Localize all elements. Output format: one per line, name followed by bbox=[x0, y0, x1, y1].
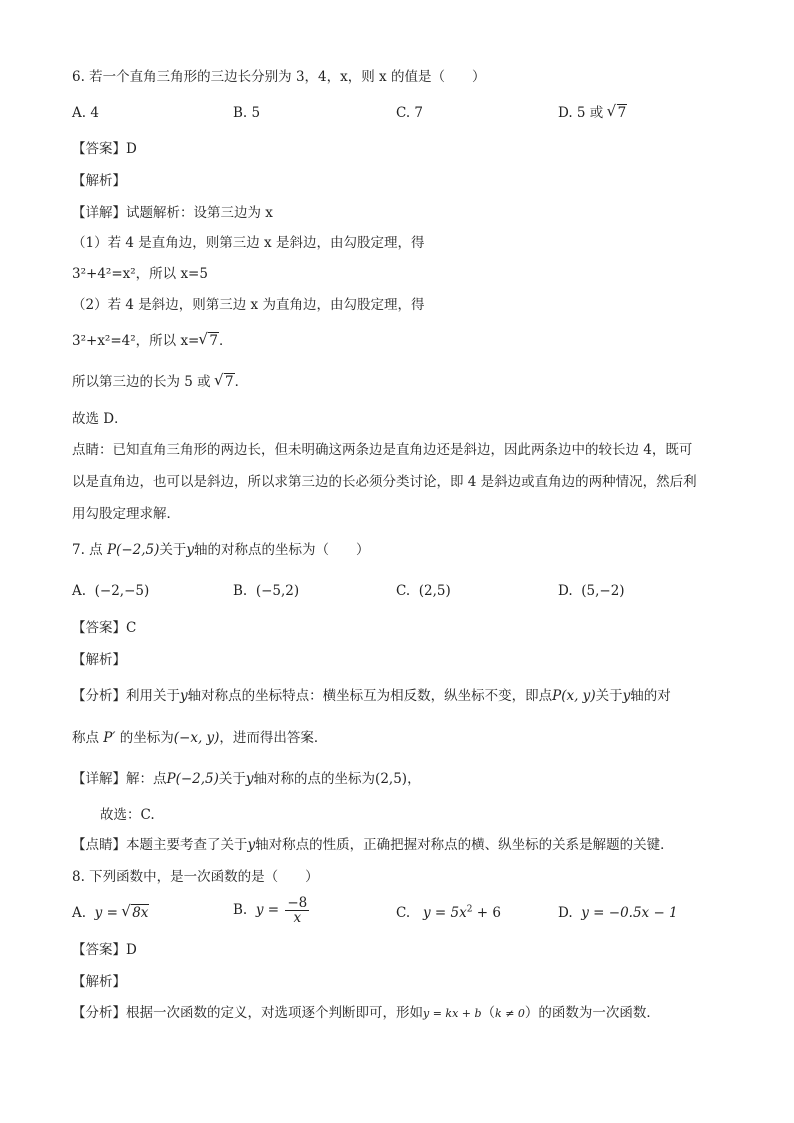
q6-note-line3: 用勾股定理求解． bbox=[72, 506, 180, 522]
sqrt-symbol: √ 7 bbox=[199, 332, 219, 350]
q7-option-a: A. (−2,−5) bbox=[72, 583, 150, 599]
q8-answer: 【答案】D bbox=[72, 942, 137, 958]
q6-choose: 故选 D． bbox=[72, 411, 128, 427]
q7-stem: 7. 点 P(−2,5)关于y轴的对称点的坐标为（ ） bbox=[72, 542, 370, 558]
q7-option-b: B. (−5,2) bbox=[233, 583, 300, 599]
q6-option-a: A. 4 bbox=[72, 105, 99, 121]
q7-choose: 故选：C. bbox=[100, 807, 155, 823]
q6-detail: 【详解】试题解析：设第三边为 x bbox=[72, 205, 273, 221]
q6-stem: 6. 若一个直角三角形的三边长分别为 3，4，x，则 x 的值是（ ） bbox=[72, 69, 486, 85]
q7-option-c: C. (2,5) bbox=[396, 583, 451, 599]
q8-option-d: D. y = −0.5x − 1 bbox=[558, 905, 678, 921]
q6-conclusion: 所以第三边的长为 5 或 √ 7． bbox=[72, 373, 248, 391]
q7-answer: 【答案】C bbox=[72, 620, 137, 636]
q6-case2: （2）若 4 是斜边，则第三边 x 为直角边，由勾股定理，得 bbox=[72, 297, 425, 313]
sqrt-symbol: √ 8x bbox=[122, 904, 149, 922]
q8-option-c: C. $y = 5x^2 + 6$ bbox=[396, 904, 501, 921]
q6-eq2: 3²+x²=4²，所以 x=√ 7． bbox=[72, 332, 232, 350]
q8-option-b: B. y = $\frac{-8}{x}$ bbox=[233, 895, 308, 926]
q6-answer: 【答案】D bbox=[72, 141, 137, 157]
q7-fenxi-line1: 【分析】利用关于y轴对称点的坐标特点：横坐标互为相反数，纵坐标不变，即点P(x, y)关于y轴的对 bbox=[72, 688, 671, 704]
q7-option-d: D. (5,−2) bbox=[558, 583, 625, 599]
q7-dianjing: 【点睛】本题主要考查了关于y轴对称点的性质，正确把握对称点的横、纵坐标的关系是解题的关键． bbox=[72, 837, 674, 853]
q6-option-c: C. 7 bbox=[396, 105, 424, 121]
q8-analysis-heading: 【解析】 bbox=[72, 974, 126, 990]
q7-fenxi-line2: 称点 P′ 的坐标为(−x, y)，进而得出答案． bbox=[72, 730, 328, 746]
q6-eq1: 3²+4²=x²，所以 x=5 bbox=[72, 266, 208, 282]
q8-stem: 8. 下列函数中，是一次函数的是（ ） bbox=[72, 869, 319, 885]
q6-option-d: D. 5 或 √ 7 bbox=[558, 104, 627, 122]
q6-analysis-heading: 【解析】 bbox=[72, 173, 126, 189]
q6-note-line1: 点睛：已知直角三角形的两边长，但未明确这两条边是直角边还是斜边，因此两条边中的较长边 4，既可 bbox=[72, 442, 693, 458]
q6-option-b: B. 5 bbox=[233, 105, 261, 121]
q8-fenxi: 【分析】根据一次函数的定义，对选项逐个判断即可，形如y = kx + b（k ≠ 0）的函数为一次函数． bbox=[72, 1005, 660, 1021]
q8-option-a: A. y = √ 8x bbox=[72, 904, 149, 922]
q7-analysis-heading: 【解析】 bbox=[72, 652, 126, 668]
fraction: $\frac{-8}{x}$ bbox=[287, 895, 308, 926]
q6-case1: （1）若 4 是直角边，则第三边 x 是斜边，由勾股定理，得 bbox=[72, 235, 425, 251]
sqrt-symbol: √ 7 bbox=[215, 373, 235, 391]
q7-detail: 【详解】解：点P(−2,5)关于y轴对称的点的坐标为(2,5)， bbox=[72, 771, 421, 787]
sqrt-symbol: √ 7 bbox=[608, 104, 628, 122]
q6-note-line2: 以是直角边，也可以是斜边，所以求第三边的长必须分类讨论，即 4 是斜边或直角边的两种情况，然后利 bbox=[72, 474, 697, 490]
